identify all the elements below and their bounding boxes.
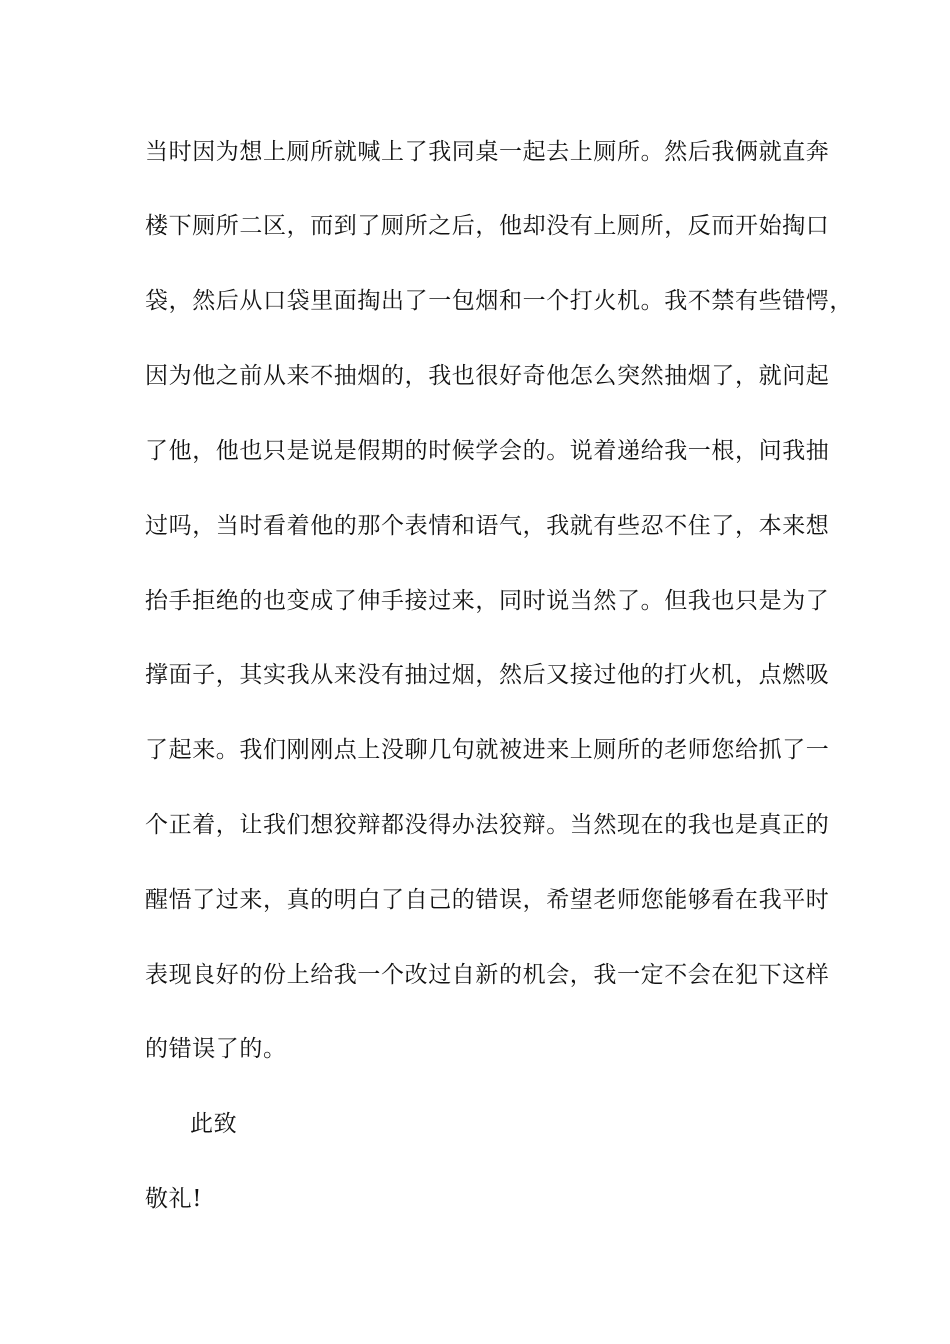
body-line-7: 抬手拒绝的也变成了伸手接过来，同时说当然了。但我也只是为了 (145, 588, 830, 614)
body-line-10: 个正着，让我们想狡辩都没得办法狡辩。当然现在的我也是真正的 (145, 812, 830, 838)
body-line-6: 过吗，当时看着他的那个表情和语气，我就有些忍不住了，本来想 (145, 513, 830, 539)
body-line-2: 楼下厕所二区，而到了厕所之后，他却没有上厕所，反而开始掏口 (145, 213, 830, 239)
salutation-text: 敬礼! (145, 1186, 203, 1212)
body-line-1: 当时因为想上厕所就喊上了我同桌一起去上厕所。然后我俩就直奔 (145, 139, 830, 165)
closing-text: 此致 (190, 1111, 238, 1137)
body-line-13: 的错误了的。 (145, 1036, 287, 1062)
body-line-4: 因为他之前从来不抽烟的，我也很好奇他怎么突然抽烟了，就问起 (145, 363, 830, 389)
body-line-8: 撑面子，其实我从来没有抽过烟，然后又接过他的打火机，点燃吸 (145, 662, 830, 688)
body-line-5: 了他，他也只是说是假期的时候学会的。说着递给我一根，问我抽 (145, 438, 830, 464)
body-line-3: 袋，然后从口袋里面掏出了一包烟和一个打火机。我不禁有些错愕， (145, 288, 853, 314)
body-line-12: 表现良好的份上给我一个改过自新的机会，我一定不会在犯下这样 (145, 962, 830, 988)
body-line-11: 醒悟了过来，真的明白了自己的错误，希望老师您能够看在我平时 (145, 887, 830, 913)
body-line-9: 了起来。我们刚刚点上没聊几句就被进来上厕所的老师您给抓了一 (145, 737, 830, 763)
